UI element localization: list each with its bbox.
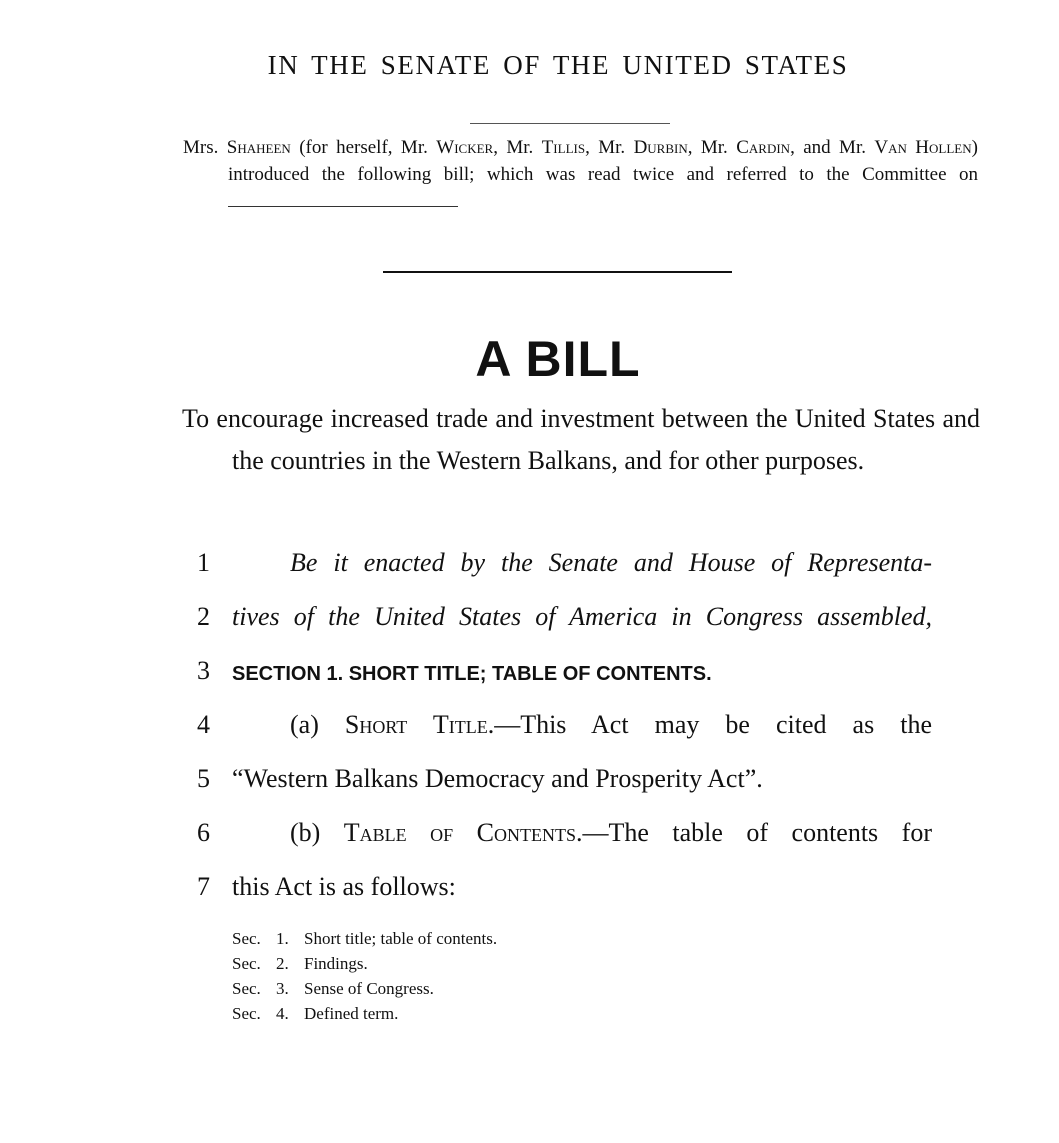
toc-sec-title: Findings.: [304, 954, 368, 973]
subsection-text: .—This Act may be cited as the: [487, 710, 932, 739]
bill-line-4: [0, 710, 1059, 764]
toc-sec-number: 1.: [276, 929, 289, 948]
header-divider: [470, 123, 670, 124]
subsection-heading: Short Title: [344, 710, 488, 739]
toc-entry: [232, 951, 497, 976]
line-number: 2: [197, 602, 210, 631]
cosponsor-5: Van Hollen: [874, 137, 972, 158]
toc-sec-label: Sec.: [232, 954, 261, 973]
toc-sec-label: Sec.: [232, 929, 261, 948]
act-short-title: “Western Balkans Democracy and Prosperity Act”.: [232, 764, 763, 793]
subsection-prefix: (a): [290, 710, 345, 739]
cosponsor-3: Durbin: [633, 137, 688, 158]
toc-entry: [232, 926, 497, 951]
toc-sec-label: Sec.: [232, 1004, 261, 1023]
table-of-contents-subsection: [232, 818, 932, 848]
bill-line-6: [0, 818, 1059, 872]
toc-sec-number: 4.: [276, 1004, 289, 1023]
bill-line-7: [0, 872, 1059, 926]
committee-blank: [228, 192, 458, 207]
line-number: 6: [197, 818, 210, 847]
subsection-text: .—The table of contents for: [575, 818, 932, 847]
intro-text-4: , Mr.: [687, 137, 737, 158]
bill-line-1: [0, 548, 1059, 602]
line-number: 3: [197, 656, 210, 685]
chamber-heading: IN THE SENATE OF THE UNITED STATES: [267, 50, 849, 80]
sponsor-name: Shaheen: [226, 137, 291, 158]
line-number: 5: [197, 764, 210, 793]
subsection-heading: Table of Contents: [343, 818, 576, 847]
line-number: 1: [197, 548, 210, 577]
cosponsor-4: Cardin: [736, 137, 791, 158]
bill-divider: [383, 271, 732, 273]
enacting-clause-end: tives of the United States of America in Congress assembled,: [232, 602, 932, 631]
line-number: 7: [197, 872, 210, 901]
cosponsor-2: Tillis: [541, 137, 586, 158]
bill-line-5: [0, 764, 1059, 818]
introduction-paragraph: [183, 134, 978, 215]
intro-text-3: , Mr.: [585, 137, 634, 158]
enacting-clause-start: Be it enacted by the Senate and House of Representa-: [290, 548, 932, 577]
intro-text-2: , Mr.: [493, 137, 542, 158]
toc-entry: [232, 976, 497, 1001]
bill-purpose: To encourage increased trade and investment between the United States and the countries in the Western Balkans, and for other purposes.: [182, 404, 980, 475]
line-number: 4: [197, 710, 210, 739]
toc-sec-label: Sec.: [232, 979, 261, 998]
table-of-contents: [232, 926, 497, 1026]
toc-sec-number: 2.: [276, 954, 289, 973]
bill-title: A BILL: [475, 331, 641, 387]
short-title-subsection: [232, 710, 932, 740]
section-heading: SECTION 1. SHORT TITLE; TABLE OF CONTENTS.: [232, 663, 712, 685]
intro-text-1: (for herself, Mr.: [290, 137, 437, 158]
toc-sec-title: Short title; table of contents.: [304, 929, 498, 948]
subsection-prefix: (b): [290, 818, 344, 847]
intro-text-6: ) introduced the following bill; which was read twice and referred to the Committee on: [228, 137, 978, 185]
sponsor-prefix: Mrs.: [183, 137, 227, 158]
toc-sec-title: Sense of Congress.: [304, 979, 434, 998]
bill-line-3: [0, 656, 1059, 710]
toc-intro-text: this Act is as follows:: [232, 872, 456, 901]
bill-line-2: [0, 602, 1059, 656]
intro-text-5: , and Mr.: [790, 137, 875, 158]
toc-sec-title: Defined term.: [304, 1004, 399, 1023]
cosponsor-1: Wicker: [436, 137, 494, 158]
toc-entry: [232, 1001, 497, 1026]
toc-sec-number: 3.: [276, 979, 289, 998]
